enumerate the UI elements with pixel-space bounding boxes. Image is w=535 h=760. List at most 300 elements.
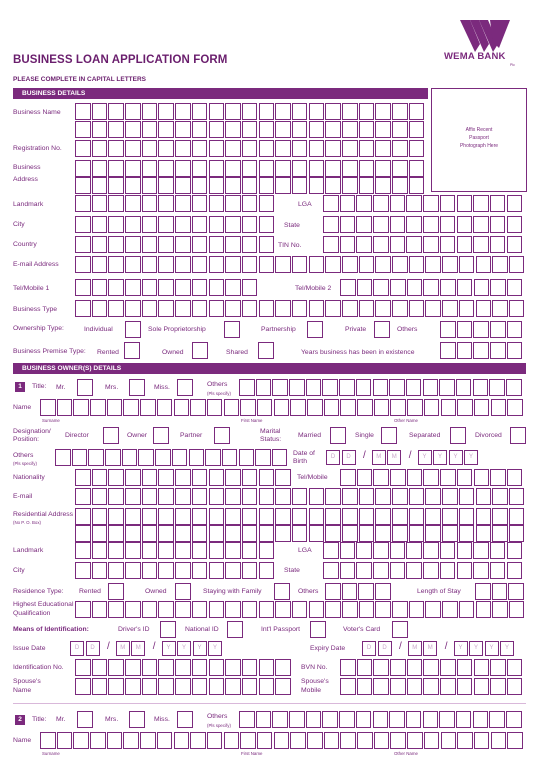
letter-box[interactable] [224, 399, 240, 416]
letter-box[interactable] [490, 236, 506, 253]
letter-box[interactable] [340, 659, 356, 676]
letter-box[interactable] [489, 379, 505, 396]
letter-box[interactable] [92, 256, 108, 273]
name-grid-2[interactable] [40, 732, 524, 749]
letter-box[interactable] [324, 399, 340, 416]
letter-box[interactable] [259, 216, 275, 233]
letter-box[interactable] [473, 542, 489, 559]
letter-box[interactable] [272, 379, 288, 396]
checkbox-divorced[interactable] [510, 427, 526, 444]
letter-box[interactable] [125, 542, 141, 559]
country-grid[interactable] [75, 236, 275, 253]
letter-box[interactable] [92, 103, 108, 120]
letter-box[interactable] [242, 659, 258, 676]
letter-box[interactable] [88, 449, 104, 466]
checkbox-miss-2[interactable] [177, 711, 193, 728]
date-digit-box[interactable]: D [86, 641, 100, 656]
years-existence-grid[interactable] [440, 342, 523, 359]
letter-box[interactable] [342, 583, 358, 600]
letter-box[interactable] [474, 732, 490, 749]
letter-box[interactable] [73, 399, 89, 416]
letter-box[interactable] [309, 103, 325, 120]
letter-box[interactable] [340, 195, 356, 212]
letter-box[interactable] [92, 469, 108, 486]
letter-box[interactable] [209, 160, 225, 177]
letter-box[interactable] [192, 236, 208, 253]
letter-box[interactable] [292, 525, 308, 542]
letter-box[interactable] [375, 177, 391, 194]
letter-box[interactable] [108, 678, 124, 695]
letter-box[interactable] [325, 525, 341, 542]
letter-box[interactable] [259, 678, 275, 695]
letter-box[interactable] [242, 542, 258, 559]
letter-box[interactable] [192, 508, 208, 525]
letter-box[interactable] [392, 508, 408, 525]
letter-box[interactable] [175, 140, 191, 157]
letter-box[interactable] [75, 121, 91, 138]
letter-box[interactable] [425, 300, 441, 317]
letter-box[interactable] [425, 256, 441, 273]
letter-box[interactable] [192, 140, 208, 157]
letter-box[interactable] [259, 469, 275, 486]
letter-box[interactable] [457, 469, 473, 486]
letter-box[interactable] [209, 279, 225, 296]
letter-box[interactable] [40, 732, 56, 749]
letter-box[interactable] [309, 140, 325, 157]
letter-box[interactable] [75, 542, 91, 559]
letter-box[interactable] [259, 160, 275, 177]
checkbox-res-rented[interactable] [108, 583, 124, 600]
letter-box[interactable] [142, 300, 158, 317]
letter-box[interactable] [259, 195, 275, 212]
letter-box[interactable] [225, 216, 241, 233]
letter-box[interactable] [158, 195, 174, 212]
letter-box[interactable] [108, 469, 124, 486]
letter-box[interactable] [375, 601, 391, 618]
letter-box[interactable] [192, 300, 208, 317]
education-grid[interactable] [75, 601, 526, 618]
letter-box[interactable] [92, 216, 108, 233]
letter-box[interactable] [125, 177, 141, 194]
letter-box[interactable] [125, 469, 141, 486]
date-digit-box[interactable]: Y [177, 641, 191, 656]
letter-box[interactable] [108, 103, 124, 120]
letter-box[interactable] [374, 732, 390, 749]
name-grid-1[interactable] [40, 399, 524, 416]
letter-box[interactable] [358, 583, 374, 600]
letter-box[interactable] [423, 659, 439, 676]
letter-box[interactable] [373, 236, 389, 253]
letter-box[interactable] [75, 300, 91, 317]
letter-box[interactable] [225, 678, 241, 695]
letter-box[interactable] [390, 469, 406, 486]
checkbox-mrs-1[interactable] [129, 379, 145, 396]
letter-box[interactable] [259, 177, 275, 194]
letter-box[interactable] [325, 508, 341, 525]
letter-box[interactable] [142, 256, 158, 273]
letter-box[interactable] [325, 488, 341, 505]
checkbox-national-id[interactable] [227, 621, 243, 638]
letter-box[interactable] [309, 525, 325, 542]
letter-box[interactable] [507, 542, 523, 559]
letter-box[interactable] [205, 449, 221, 466]
state-grid[interactable] [323, 216, 523, 233]
letter-box[interactable] [92, 121, 108, 138]
letter-box[interactable] [125, 256, 141, 273]
checkbox-premise-owned[interactable] [192, 342, 208, 359]
letter-box[interactable] [325, 177, 341, 194]
date-digit-box[interactable]: D [378, 641, 392, 656]
letter-box[interactable] [442, 300, 458, 317]
letter-box[interactable] [373, 678, 389, 695]
letter-box[interactable] [390, 678, 406, 695]
letter-box[interactable] [342, 160, 358, 177]
letter-box[interactable] [323, 195, 339, 212]
letter-box[interactable] [325, 121, 341, 138]
letter-box[interactable] [373, 279, 389, 296]
letter-box[interactable] [142, 508, 158, 525]
letter-box[interactable] [142, 140, 158, 157]
letter-box[interactable] [373, 379, 389, 396]
bvn-grid[interactable] [340, 659, 524, 676]
letter-box[interactable] [375, 103, 391, 120]
nationality-grid[interactable] [75, 469, 292, 486]
letter-box[interactable] [275, 601, 291, 618]
letter-box[interactable] [457, 542, 473, 559]
letter-box[interactable] [175, 508, 191, 525]
letter-box[interactable] [474, 659, 490, 676]
letter-box[interactable] [209, 469, 225, 486]
letter-box[interactable] [509, 488, 525, 505]
city-owner-grid[interactable] [75, 562, 275, 579]
letter-box[interactable] [225, 508, 241, 525]
letter-box[interactable] [257, 399, 273, 416]
letter-box[interactable] [242, 469, 258, 486]
letter-box[interactable] [359, 525, 375, 542]
letter-box[interactable] [158, 562, 174, 579]
letter-box[interactable] [309, 177, 325, 194]
letter-box[interactable] [175, 562, 191, 579]
letter-box[interactable] [142, 469, 158, 486]
letter-box[interactable] [92, 195, 108, 212]
date-digit-box[interactable]: D [326, 450, 340, 465]
letter-box[interactable] [259, 659, 275, 676]
letter-box[interactable] [158, 300, 174, 317]
letter-box[interactable] [340, 399, 356, 416]
letter-box[interactable] [457, 399, 473, 416]
letter-box[interactable] [275, 678, 291, 695]
letter-box[interactable] [491, 732, 507, 749]
letter-box[interactable] [57, 399, 73, 416]
letter-box[interactable] [122, 449, 138, 466]
letter-box[interactable] [392, 525, 408, 542]
date-digit-box[interactable]: D [342, 450, 356, 465]
letter-box[interactable] [209, 256, 225, 273]
letter-box[interactable] [423, 379, 439, 396]
letter-box[interactable] [359, 508, 375, 525]
letter-box[interactable] [125, 508, 141, 525]
letter-box[interactable] [225, 469, 241, 486]
letter-box[interactable] [108, 236, 124, 253]
letter-box[interactable] [92, 508, 108, 525]
letter-box[interactable] [125, 659, 141, 676]
letter-box[interactable] [225, 177, 241, 194]
letter-box[interactable] [207, 732, 223, 749]
letter-box[interactable] [440, 342, 456, 359]
letter-box[interactable] [357, 659, 373, 676]
letter-box[interactable] [75, 279, 91, 296]
letter-box[interactable] [275, 121, 291, 138]
lga-grid[interactable] [323, 195, 523, 212]
letter-box[interactable] [342, 140, 358, 157]
letter-box[interactable] [175, 659, 191, 676]
letter-box[interactable] [507, 321, 523, 338]
letter-box[interactable] [357, 469, 373, 486]
letter-box[interactable] [492, 583, 508, 600]
letter-box[interactable] [292, 508, 308, 525]
issue-date-field[interactable] [70, 641, 224, 656]
letter-box[interactable] [340, 562, 356, 579]
letter-box[interactable] [457, 216, 473, 233]
letter-box[interactable] [108, 160, 124, 177]
letter-box[interactable] [309, 121, 325, 138]
letter-box[interactable] [192, 195, 208, 212]
checkbox-owner[interactable] [153, 427, 169, 444]
letter-box[interactable] [290, 732, 306, 749]
letter-box[interactable] [92, 160, 108, 177]
letter-box[interactable] [257, 732, 273, 749]
letter-box[interactable] [492, 601, 508, 618]
letter-box[interactable] [473, 342, 489, 359]
letter-box[interactable] [142, 279, 158, 296]
letter-box[interactable] [92, 542, 108, 559]
letter-box[interactable] [490, 279, 506, 296]
letter-box[interactable] [292, 103, 308, 120]
letter-box[interactable] [359, 177, 375, 194]
letter-box[interactable] [207, 399, 223, 416]
letter-box[interactable] [192, 121, 208, 138]
letter-box[interactable] [175, 103, 191, 120]
letter-box[interactable] [138, 449, 154, 466]
letter-box[interactable] [375, 256, 391, 273]
letter-box[interactable] [406, 562, 422, 579]
letter-box[interactable] [190, 399, 206, 416]
letter-box[interactable] [209, 195, 225, 212]
letter-box[interactable] [490, 678, 506, 695]
letter-box[interactable] [242, 103, 258, 120]
letter-box[interactable] [359, 300, 375, 317]
letter-box[interactable] [209, 562, 225, 579]
checkbox-miss-1[interactable] [177, 379, 193, 396]
letter-box[interactable] [158, 177, 174, 194]
letter-box[interactable] [242, 140, 258, 157]
letter-box[interactable] [474, 399, 490, 416]
city-grid[interactable] [75, 216, 275, 233]
letter-box[interactable] [108, 216, 124, 233]
letter-box[interactable] [140, 732, 156, 749]
letter-box[interactable] [492, 525, 508, 542]
letter-box[interactable] [209, 300, 225, 317]
letter-box[interactable] [409, 103, 425, 120]
letter-box[interactable] [507, 659, 523, 676]
letter-box[interactable] [225, 121, 241, 138]
email-owner-grid[interactable] [75, 488, 526, 505]
letter-box[interactable] [423, 678, 439, 695]
letter-box[interactable] [275, 488, 291, 505]
email-grid[interactable] [75, 256, 526, 273]
letter-box[interactable] [409, 140, 425, 157]
letter-box[interactable] [108, 256, 124, 273]
letter-box[interactable] [225, 160, 241, 177]
date-digit-box[interactable]: Y [433, 450, 447, 465]
checkbox-married[interactable] [330, 427, 346, 444]
letter-box[interactable] [242, 216, 258, 233]
letter-box[interactable] [490, 469, 506, 486]
letter-box[interactable] [239, 449, 255, 466]
letter-box[interactable] [424, 732, 440, 749]
letter-box[interactable] [506, 711, 522, 728]
letter-box[interactable] [389, 711, 405, 728]
letter-box[interactable] [108, 601, 124, 618]
letter-box[interactable] [225, 601, 241, 618]
letter-box[interactable] [359, 121, 375, 138]
letter-box[interactable] [209, 236, 225, 253]
letter-box[interactable] [75, 140, 91, 157]
letter-box[interactable] [225, 300, 241, 317]
letter-box[interactable] [209, 659, 225, 676]
letter-box[interactable] [209, 542, 225, 559]
date-digit-box[interactable]: D [362, 641, 376, 656]
letter-box[interactable] [125, 236, 141, 253]
letter-box[interactable] [359, 488, 375, 505]
checkbox-premise-rented[interactable] [124, 342, 140, 359]
letter-box[interactable] [507, 279, 523, 296]
letter-box[interactable] [209, 177, 225, 194]
letter-box[interactable] [476, 525, 492, 542]
letter-box[interactable] [457, 342, 473, 359]
letter-box[interactable] [108, 279, 124, 296]
letter-box[interactable] [157, 732, 173, 749]
letter-box[interactable] [340, 279, 356, 296]
letter-box[interactable] [407, 732, 423, 749]
date-digit-box[interactable]: Y [454, 641, 468, 656]
letter-box[interactable] [175, 121, 191, 138]
letter-box[interactable] [392, 103, 408, 120]
letter-box[interactable] [209, 488, 225, 505]
letter-box[interactable] [242, 160, 258, 177]
letter-box[interactable] [158, 488, 174, 505]
letter-box[interactable] [175, 469, 191, 486]
letter-box[interactable] [473, 562, 489, 579]
letter-box[interactable] [473, 379, 489, 396]
letter-box[interactable] [225, 195, 241, 212]
dob-field[interactable] [326, 450, 480, 465]
checkbox-sole-proprietorship[interactable] [224, 321, 240, 338]
letter-box[interactable] [259, 103, 275, 120]
letter-box[interactable] [356, 195, 372, 212]
letter-box[interactable] [192, 488, 208, 505]
letter-box[interactable] [423, 711, 439, 728]
letter-box[interactable] [75, 525, 91, 542]
letter-box[interactable] [259, 488, 275, 505]
letter-box[interactable] [125, 300, 141, 317]
letter-box[interactable] [192, 601, 208, 618]
letter-box[interactable] [158, 469, 174, 486]
letter-box[interactable] [158, 121, 174, 138]
letter-box[interactable] [108, 177, 124, 194]
date-digit-box[interactable]: D [70, 641, 84, 656]
letter-box[interactable] [440, 216, 456, 233]
letter-box[interactable] [409, 508, 425, 525]
date-digit-box[interactable]: M [423, 641, 437, 656]
letter-box[interactable] [357, 279, 373, 296]
date-digit-box[interactable]: Y [193, 641, 207, 656]
letter-box[interactable] [409, 300, 425, 317]
letter-box[interactable] [209, 525, 225, 542]
letter-box[interactable] [92, 659, 108, 676]
letter-box[interactable] [175, 525, 191, 542]
date-digit-box[interactable]: M [116, 641, 130, 656]
letter-box[interactable] [507, 216, 523, 233]
letter-box[interactable] [75, 160, 91, 177]
letter-box[interactable] [292, 601, 308, 618]
letter-box[interactable] [359, 601, 375, 618]
letter-box[interactable] [506, 379, 522, 396]
letter-box[interactable] [390, 236, 406, 253]
letter-box[interactable] [209, 678, 225, 695]
ownership-others-grid[interactable] [440, 321, 523, 338]
letter-box[interactable] [108, 562, 124, 579]
letter-box[interactable] [356, 216, 372, 233]
letter-box[interactable] [459, 256, 475, 273]
checkbox-partner[interactable] [214, 427, 230, 444]
letter-box[interactable] [75, 195, 91, 212]
letter-box[interactable] [357, 678, 373, 695]
letter-box[interactable] [373, 216, 389, 233]
letter-box[interactable] [440, 279, 456, 296]
length-stay-grid[interactable] [475, 583, 525, 600]
letter-box[interactable] [259, 508, 275, 525]
date-digit-box[interactable]: Y [485, 641, 499, 656]
letter-box[interactable] [158, 279, 174, 296]
letter-box[interactable] [375, 525, 391, 542]
letter-box[interactable] [307, 732, 323, 749]
letter-box[interactable] [239, 379, 255, 396]
letter-box[interactable] [440, 542, 456, 559]
letter-box[interactable] [490, 216, 506, 233]
letter-box[interactable] [40, 399, 56, 416]
letter-box[interactable] [457, 732, 473, 749]
letter-box[interactable] [209, 216, 225, 233]
letter-box[interactable] [357, 732, 373, 749]
date-digit-box[interactable]: M [408, 641, 422, 656]
letter-box[interactable] [142, 103, 158, 120]
letter-box[interactable] [275, 659, 291, 676]
letter-box[interactable] [473, 236, 489, 253]
letter-box[interactable] [392, 121, 408, 138]
letter-box[interactable] [324, 732, 340, 749]
letter-box[interactable] [292, 256, 308, 273]
residential-address-grid[interactable] [75, 508, 526, 525]
letter-box[interactable] [339, 379, 355, 396]
letter-box[interactable] [373, 659, 389, 676]
letter-box[interactable] [374, 399, 390, 416]
letter-box[interactable] [158, 160, 174, 177]
letter-box[interactable] [158, 659, 174, 676]
letter-box[interactable] [359, 103, 375, 120]
letter-box[interactable] [340, 469, 356, 486]
letter-box[interactable] [406, 711, 422, 728]
